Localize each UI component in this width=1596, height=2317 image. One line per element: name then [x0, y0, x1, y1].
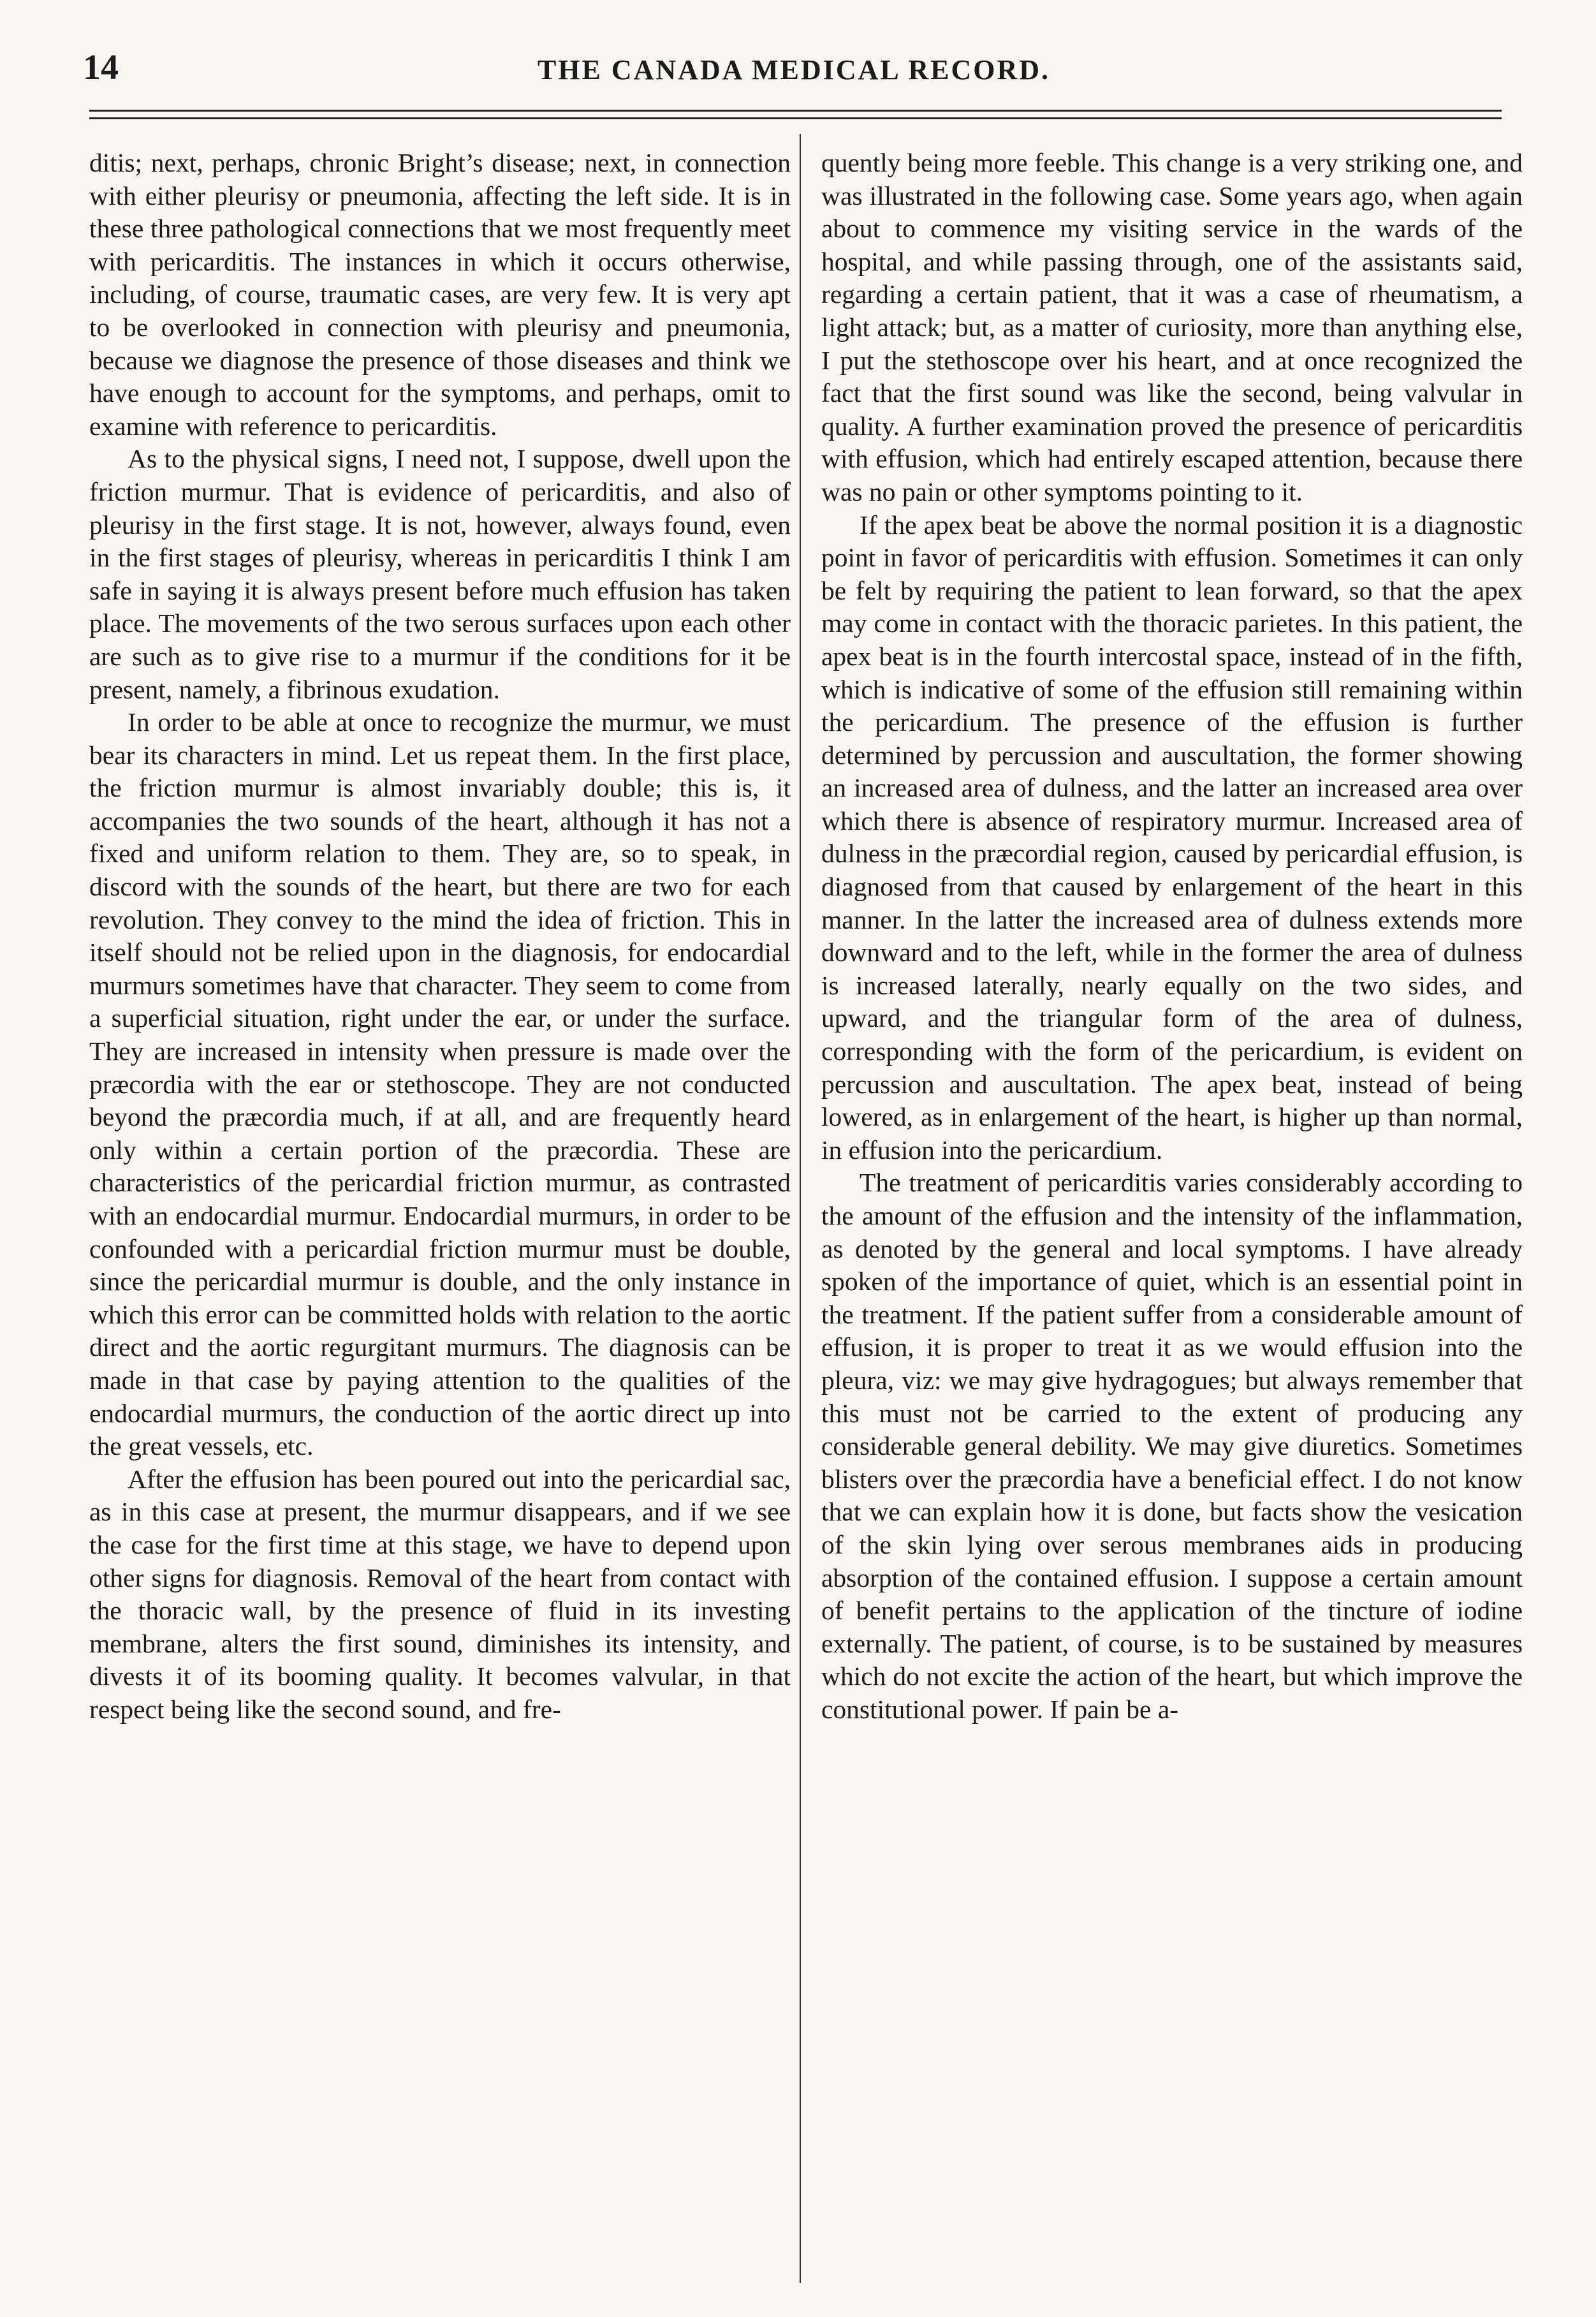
paragraph: ditis; next, perhaps, chronic Bright’s disease; next, in connection with either pleurisy or pneumonia, affecting the left side. It is in these three pathological connections that we most frequently meet with pericarditis. The instances in which it occurs otherwise, including, of course, traumatic cases, are very few. It is very apt to be overlooked in connection with pleurisy and pneumonia, because we diagnose the presence of those diseases and think we have enough to account for the symptoms, and perhaps, omit to examine with reference to pericarditis.	[89, 148, 791, 441]
paragraph: After the effusion has been poured out into the pericardial sac, as in this case at present, the murmur disappears, and if we see the case for the first time at this stage, we have to depend upon other signs for diagnosis. Removal of the heart from contact with the thoracic wall, by the presence of fluid in its investing membrane, alters the first sound, diminishes its intensity, and divests it of its booming quality. It becomes valvular, in that respect being like the second sound, and fre-	[89, 1464, 791, 1724]
page-number: 14	[83, 48, 119, 87]
paragraph: If the apex beat be above the normal position it is a diagnostic point in favor of pericarditis with effusion. Sometimes it can only be felt by requiring the patient to lean forward, so that the apex may come in contact with the thoracic parietes. In this patient, the apex beat is in the fourth intercostal space, instead of in the fifth, which is indicative of some of the effusion still remaining within the pericardium. The presence of the effusion is further determined by percussion and auscultation, the former showing an increased area of dulness, and the latter an increased area over which there is absence of respiratory murmur. Increased area of dulness in the præcordial region, caused by pericardial effusion, is diagnosed from that caused by enlargement of the heart in this manner. In the latter the increased area of dulness extends more downward and to the left, while in the former the area of dulness is increased laterally, nearly equally on the two sides, and upward, and the triangular form of the area of dulness, corresponding with the form of the pericardium, is evident on percussion and auscultation. The apex beat, instead of being lowered, as in enlargement of the heart, is higher up than normal, in effusion into the pericardium.	[821, 510, 1523, 1165]
right-column	[821, 147, 1523, 1726]
paragraph: In order to be able at once to recognize the murmur, we must bear its characters in mind. Let us repeat them. In the first place, the friction murmur is almost invariably double; this is, it accompanies the two sounds of the heart, although it has not a fixed and uniform relation to them. They are, so to speak, in discord with the sounds of the heart, but there are two for each revolution. They convey to the mind the idea of friction. This in itself should not be relied upon in the diagnosis, for endocardial murmurs sometimes have that character. They seem to come from a superficial situation, right under the ear, or under the surface. They are increased in intensity when pressure is made over the præcordia with the ear or stethoscope. They are not conducted beyond the præcordia much, if at all, and are frequently heard only within a certain portion of the præcordia. These are characteristics of the pericardial friction murmur, as contrasted with an endocardial murmur. Endocardial murmurs, in order to be confounded with a pericardial friction murmur must be double, since the pericardial murmur is double, and the only instance in which this error can be committed holds with relation to the aortic direct and the aortic regurgitant murmurs. The diagnosis can be made in that case by paying attention to the qualities of the endocardial murmurs, the conduction of the aortic direct up into the great vessels, etc.	[89, 707, 791, 1461]
paragraph: The treatment of pericarditis varies considerably according to the amount of the effusion and the intensity of the inflammation, as denoted by the general and local symptoms. I have already spoken of the importance of quiet, which is an essential point in the treatment. If the patient suffer from a considerable amount of effusion, it is proper to treat it as we would effusion into the pleura, viz: we may give hydragogues; but always remember that this must not be carried to the extent of producing any considerable general debility. We may give diuretics. Sometimes blisters over the præcordia have a beneficial effect. I do not know that we can explain how it is done, but facts show the vesication of the skin lying over serous membranes aids in producing absorption of the contained effusion. I suppose a certain amount of benefit pertains to the application of the tincture of iodine externally. The patient, of course, is to be sustained by measures which do not excite the action of the heart, but which improve the constitutional power. If pain be a-	[821, 1168, 1523, 1724]
paragraph: quently being more feeble. This change is a very striking one, and was illustrated in the following case. Some years ago, when again about to commence my visiting service in the wards of the hospital, and while passing through, one of the assistants said, regarding a certain patient, that it was a case of rheumatism, a light attack; but, as a matter of curiosity, more than anything else, I put the stethoscope over his heart, and at once recognized the fact that the first sound was like the second, being valvular in quality. A further examination proved the presence of pericarditis with effusion, which had entirely escaped attention, because there was no pain or other symptoms pointing to it.	[821, 148, 1523, 506]
header-rule-top	[89, 110, 1502, 112]
paragraph: As to the physical signs, I need not, I suppose, dwell upon the friction murmur. That is evidence of pericarditis, and also of pleurisy in the first stage. It is not, however, always found, even in the first stages of pleurisy, whereas in pericarditis I think I am safe in saying it is always present before much effusion has taken place. The movements of the two serous surfaces upon each other are such as to give rise to a murmur if the conditions for it be present, namely, a fibrinous exudation.	[89, 444, 791, 704]
left-column	[89, 147, 791, 1726]
running-title: THE CANADA MEDICAL RECORD.	[537, 54, 1051, 85]
header-rule-bottom	[89, 117, 1502, 119]
column-divider	[800, 134, 801, 2283]
page-header	[83, 47, 1505, 98]
